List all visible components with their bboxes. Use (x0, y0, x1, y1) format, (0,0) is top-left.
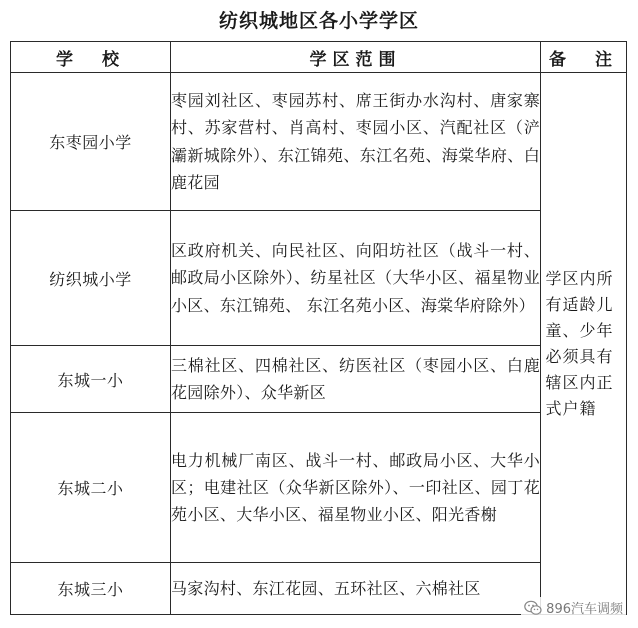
school-name-cell: 东城一小 (11, 346, 171, 413)
school-name-cell: 东枣园小学 (11, 73, 171, 211)
district-range-cell: 马家沟村、东江花园、五环社区、六棉社区 (171, 563, 541, 615)
table-row (11, 211, 627, 346)
note-text: 学区内所有适龄儿童、少年必须具有辖区内正式户籍 (545, 268, 614, 418)
table-row (11, 346, 627, 413)
page-title: 纺织城地区各小学学区 (218, 10, 419, 32)
header-range: 学区范围 (171, 42, 541, 73)
header-note: 备 注 (541, 42, 627, 73)
district-range-cell: 枣园刘社区、枣园苏村、席王街办水沟村、唐家寨村、苏家营村、肖高村、枣园小区、汽配社区（浐灞新城除外）、东江锦苑、东江名苑、海棠华府、白鹿花园 (171, 73, 541, 211)
district-range-cell: 区政府机关、向民社区、向阳坊社区（战斗一村、邮政局小区除外）、纺星社区（大华小区、福星物业小区、东江锦苑、 东江名苑小区、海棠华府除外） (171, 211, 541, 346)
watermark (521, 597, 626, 618)
school-district-table (10, 41, 627, 615)
watermark-text: 896汽车调频 (546, 602, 623, 617)
school-name-cell: 东城三小 (11, 563, 171, 615)
wechat-icon (524, 600, 542, 616)
school-name-cell: 纺织城小学 (11, 211, 171, 346)
district-range-cell: 电力机械厂南区、战斗一村、邮政局小区、大华小区；电建社区（众华新区除外）、一印社区、园丁花苑小区、大华小区、福星物业小区、阳光香榭 (171, 413, 541, 563)
note-cell (541, 73, 627, 615)
table-row (11, 413, 627, 563)
school-name-cell: 东城二小 (11, 413, 171, 563)
district-range-cell: 三棉社区、四棉社区、纺医社区（枣园小区、白鹿花园除外）、众华新区 (171, 346, 541, 413)
table-header-row (11, 42, 627, 73)
header-school: 学 校 (11, 42, 171, 73)
table-row (11, 73, 627, 211)
